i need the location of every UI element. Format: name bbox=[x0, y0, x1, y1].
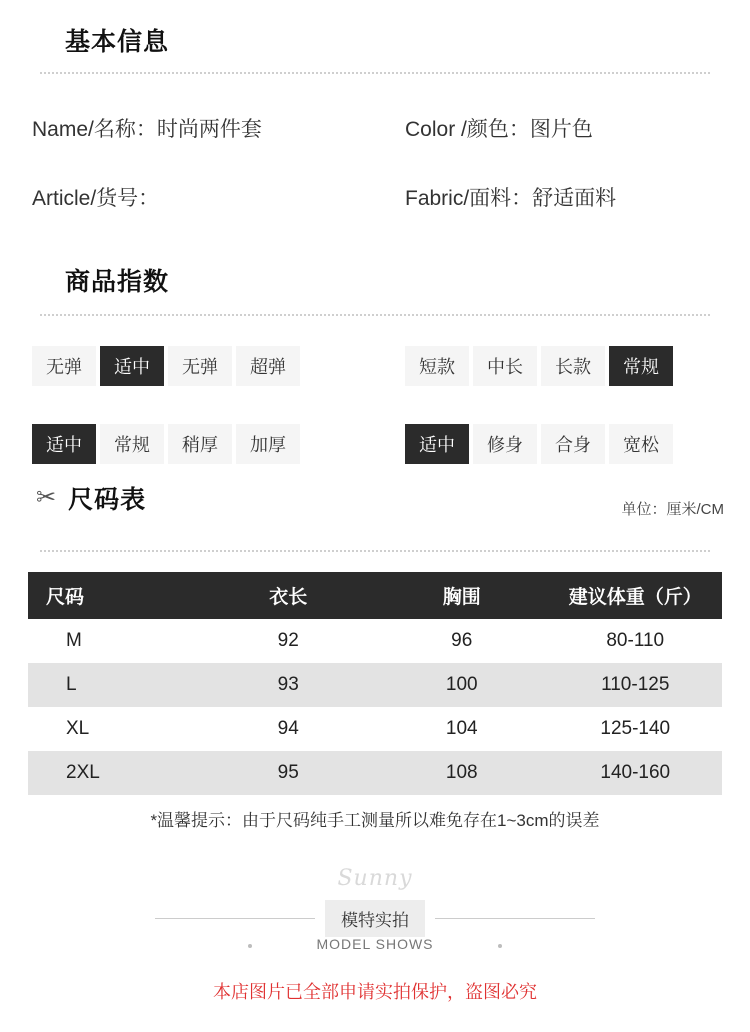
chip-option[interactable]: 常规 bbox=[100, 424, 164, 464]
info-name: Name/名称：时尚两件套 bbox=[32, 118, 262, 141]
model-shows-en: MODEL SHOWS bbox=[316, 936, 434, 952]
table-row bbox=[28, 663, 722, 707]
chip-option[interactable]: 中长 bbox=[473, 346, 537, 386]
table-row bbox=[28, 751, 722, 795]
cell-length: 92 bbox=[277, 630, 299, 651]
copyright-notice: 本店图片已全部申请实拍保护，盗图必究 bbox=[213, 982, 537, 1002]
cell-weight: 80-110 bbox=[606, 630, 665, 651]
table-row bbox=[28, 619, 722, 663]
band-line-right bbox=[435, 918, 595, 919]
cell-length: 95 bbox=[202, 751, 376, 795]
brand-script-logo: Sunny bbox=[337, 866, 413, 891]
table-row bbox=[28, 707, 722, 751]
decor-dot-left bbox=[248, 944, 252, 948]
cell-bust: 108 bbox=[375, 751, 549, 795]
size-chart-title: 尺码表 bbox=[68, 486, 147, 514]
cell-weight: 125-140 bbox=[600, 718, 671, 739]
measurement-tip: *温馨提示：由于尺码纯手工测量所以难免存在1~3cm的误差 bbox=[150, 811, 600, 830]
cell-bust: 104 bbox=[445, 718, 478, 739]
band-line-left bbox=[155, 918, 315, 919]
chip-option[interactable]: 合身 bbox=[541, 424, 605, 464]
chip-option[interactable]: 无弹 bbox=[32, 346, 96, 386]
scissors-icon: ✂ bbox=[36, 484, 57, 511]
chip-option-selected[interactable]: 适中 bbox=[100, 346, 164, 386]
chip-option[interactable]: 修身 bbox=[473, 424, 537, 464]
chip-option-selected[interactable]: 适中 bbox=[32, 424, 96, 464]
divider bbox=[40, 550, 710, 552]
column-header-length: 衣长 bbox=[202, 572, 376, 619]
table-header-row bbox=[28, 572, 722, 619]
size-table bbox=[28, 572, 722, 795]
cell-size: M bbox=[66, 630, 82, 651]
column-header-weight: 建议体重（斤） bbox=[549, 572, 723, 619]
divider bbox=[40, 314, 710, 316]
cell-size: XL bbox=[66, 718, 90, 739]
index-row-length bbox=[405, 346, 673, 386]
chip-option[interactable]: 宽松 bbox=[609, 424, 673, 464]
cell-size: L bbox=[28, 663, 202, 707]
model-shows-chip: 模特实拍 bbox=[325, 900, 425, 937]
chip-option[interactable]: 无弹 bbox=[168, 346, 232, 386]
info-fabric: Fabric/面料：舒适面料 bbox=[405, 187, 617, 210]
chip-option[interactable]: 短款 bbox=[405, 346, 469, 386]
column-header-size: 尺码 bbox=[28, 572, 202, 619]
chip-option[interactable]: 超弹 bbox=[236, 346, 300, 386]
chip-option-selected[interactable]: 适中 bbox=[405, 424, 469, 464]
size-chart-header bbox=[36, 480, 146, 516]
info-article: Article/货号： bbox=[32, 187, 160, 210]
cell-length: 93 bbox=[202, 663, 376, 707]
index-row-thickness bbox=[32, 424, 300, 464]
decor-dot-right bbox=[498, 944, 502, 948]
column-header-bust: 胸围 bbox=[375, 572, 549, 619]
index-row-fit bbox=[405, 424, 673, 464]
cell-bust: 96 bbox=[451, 630, 473, 651]
page-title: 基本信息 bbox=[65, 28, 170, 56]
chip-option[interactable]: 长款 bbox=[541, 346, 605, 386]
info-color: Color /颜色：图片色 bbox=[405, 118, 593, 141]
model-shows-band bbox=[0, 900, 750, 937]
cell-size: 2XL bbox=[28, 751, 202, 795]
chip-option-selected[interactable]: 常规 bbox=[609, 346, 673, 386]
cell-bust: 100 bbox=[375, 663, 549, 707]
index-row-elasticity bbox=[32, 346, 300, 386]
size-unit-note: 单位：厘米/CM bbox=[621, 501, 724, 518]
cell-weight: 110-125 bbox=[549, 663, 723, 707]
cell-weight: 140-160 bbox=[549, 751, 723, 795]
product-index-title: 商品指数 bbox=[65, 268, 170, 296]
chip-option[interactable]: 稍厚 bbox=[168, 424, 232, 464]
cell-length: 94 bbox=[277, 718, 299, 739]
divider bbox=[40, 72, 710, 74]
chip-option[interactable]: 加厚 bbox=[236, 424, 300, 464]
